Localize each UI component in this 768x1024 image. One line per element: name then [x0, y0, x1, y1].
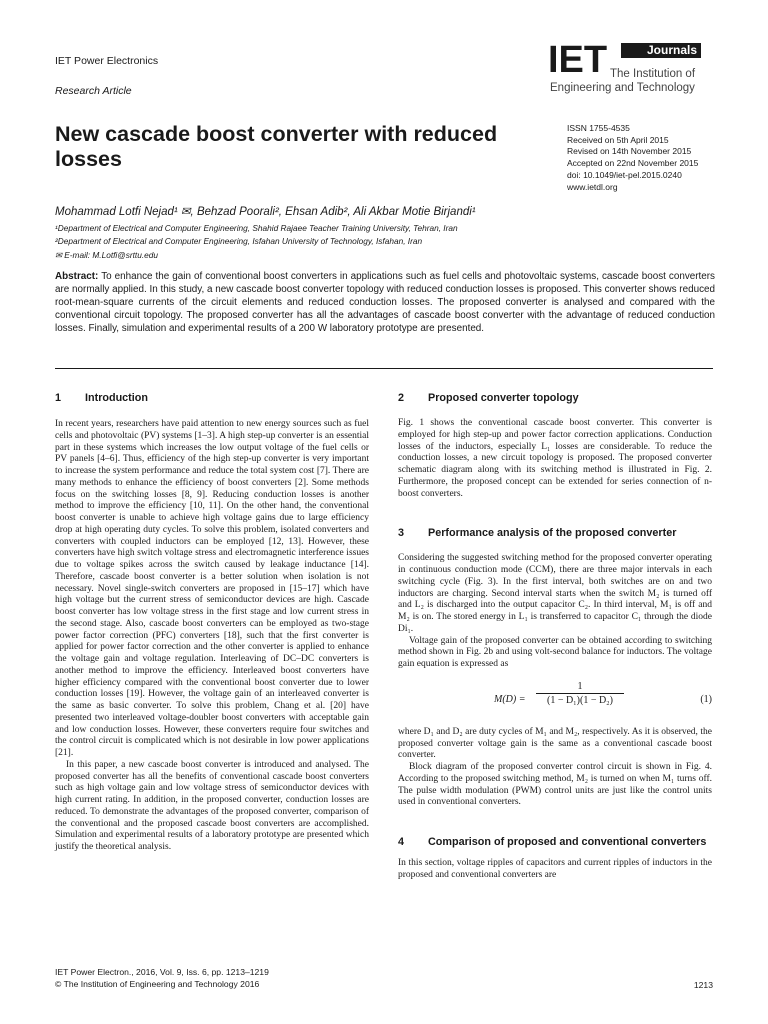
article-type: Research Article: [55, 85, 132, 97]
equation-denominator: (1 − D₁)(1 − D₂): [546, 694, 613, 706]
logo-institution-line1: The Institution of: [610, 68, 696, 80]
section-1-heading: [55, 392, 369, 405]
paper-title: New cascade boost converter with reduced losses: [55, 122, 498, 171]
accepted-date: Accepted on 22nd November 2015: [567, 158, 699, 169]
iet-logo: [548, 40, 718, 98]
article-meta: [567, 123, 698, 193]
abstract: [55, 271, 715, 336]
equation-lhs: M(D) =: [494, 693, 526, 705]
right-column: [398, 392, 712, 882]
paragraph: In this section, voltage ripples of capacitors and current ripples of inductors in the proposed and conventional converters are: [398, 858, 712, 880]
issn: ISSN 1755-4535: [567, 123, 630, 133]
paragraph: Considering the suggested switching method for the proposed converter operating in continuous conduction mode (CCM), there are three major intervals in each switching cycle (Fig. 3). In the first interval, both switches are on and two inductors are charging. Second interval starts when the switch M₂ is turned off and L₂ is discharged into the output capacitor C₂. In third interval, M₁ is off and M₂ is on. The stored energy in L₁ is transferred to capacitor C₁ through the diode Di₁.: [398, 553, 712, 634]
affiliation-1: ¹Department of Electrical and Computer Engineering, Shahid Rajaee Teacher Training University, Tehran, Iran: [55, 223, 458, 233]
paragraph: Block diagram of the proposed converter control circuit is shown in Fig. 4. According to the proposed switching method, M₂ is turned on when M₁ turns off. The pulse width modulation (PWM) control units are just like the control units used in conventional converters.: [398, 762, 712, 808]
left-column: [55, 392, 369, 854]
authors: Mohammad Lotfi Nejad¹ ✉, Behzad Poorali², Ehsan Adib², Ali Akbar Motie Birjandi¹: [55, 206, 476, 218]
section-number: 4: [398, 836, 405, 848]
affiliation-2: ²Department of Electrical and Computer Engineering, Isfahan University of Technology, Isfahan, Iran: [55, 236, 423, 246]
logo-institution-line2: Engineering and Technology: [550, 82, 695, 94]
section-title: Comparison of proposed and conventional converters: [428, 836, 707, 848]
paragraph: In recent years, researchers have paid attention to new energy sources such as fuel cells and photovoltaic (PV) systems [1–3]. A high step-up converter is an essential part in these systems which increases the low output voltage of the fuel cells or PV panels [4–6]. Thus, efficiency of the high step-up converter is very important to increase the system performance and reduce the total system cost [7]. There are many methods to enhance the efficiency of boost converters [2]. Some methods focus on the switching losses [8, 9]. Reducing conduction losses is another method to improve the efficiency [10, 11]. On the other hand, the conventional boost converter is unable to achieve high voltage gains due to large efficiency drop at high operating duty cycles. To solve this problem, isolated converters and converters with coupled inductors can be employed [12, 13]. However, these converters have high switch voltage stress and electromagnetic interference issues due to voltage spikes across the switch caused by leakage inductance [14]. Therefore, cascade boost converter is a better solution when isolation is not necessary. Novel single-switch converters are proposed in [15–17] which have high voltage but the current stress of semiconductor devices are high. Cascade boost converter has low voltage stress in the first stage and low current stress in the second stage. Also, cascade boost converters can be employed as two-stage power factor correction (PFC) converters [18], such that the first converter is applied for power factor correction and the other converter is applied to enhance the voltage gain and voltage regulation. Interleaving of DC–DC converters is another method to improve the efficiency. Interleaved boost converters have higher efficiency compared with the conventional boost converter due to lower conduction losses [19]. However, the voltage gain of an interleaved converter is the same as basic converter. To solve this problem, Chang et al. [20] have presented two interleaved voltage-doubler boost converters with acceptable gain and low conduction losses. However, these converters require four switches and the control circuit is complicated which is not desirable in low power applications [21].: [55, 419, 369, 758]
equation-fraction: [536, 681, 624, 706]
iet-logo-letters: IET: [548, 43, 608, 73]
abstract-text: To enhance the gain of conventional boost converters in applications such as fuel cells and photovoltaic systems, cascade boost converters are normally applied. In this study, a new cascade boost converter topology with reduced conduction losses is proposed. This converter shows reduced root-mean-square currents of the circuit elements and reduced conduction losses. The proposed converter is analysed and compared with the conventional circuit topology. The proposed converter has all the advantages of cascade boost converter with the advantage of reduced conduction losses. Finally, simulation and experimental results of a 200 W laboratory prototype are presented.: [55, 271, 715, 334]
section-title: Introduction: [85, 392, 148, 404]
section-2-heading: [398, 392, 712, 405]
iet-logo-icon: [548, 43, 618, 73]
received-date: Received on 5th April 2015: [567, 134, 669, 145]
footer-citation: IET Power Electron., 2016, Vol. 9, Iss. 6, pp. 1213–1219: [55, 967, 269, 977]
logo-journals-label: Journals: [621, 43, 701, 58]
section-3-heading: [398, 527, 712, 540]
paragraph: where D₁ and D₂ are duty cycles of M₁ and M₂, respectively. As it is observed, the proposed converter voltage gain is the same as a conventional cascade boost converter.: [398, 726, 712, 761]
author-email[interactable]: ✉ E-mail: M.Lotfi@srttu.edu: [55, 250, 158, 260]
footer: [55, 966, 269, 990]
paragraph: In this paper, a new cascade boost converter is introduced and analysed. The proposed converter has all the benefits of conventional cascade boost converters such as high voltage gain and low voltage stress of semiconductor devices with high current rating. In addition, in the proposed converter, conduction losses are reduced. To demonstrate the advantages of the proposed converter, comparison of the conventional and the proposed cascade boost converters are accomplished. Simulation and experimental results of a laboratory prototype are presented which justify the theoretical analysis.: [55, 759, 369, 852]
page-number: 1213: [693, 980, 713, 990]
doi[interactable]: doi: 10.1049/iet-pel.2015.0240: [567, 169, 682, 180]
equation-numerator: 1: [536, 681, 624, 694]
section-number: 3: [398, 527, 405, 540]
equation-1: [398, 681, 712, 719]
section-number: 1: [55, 392, 62, 404]
abstract-label: Abstract:: [55, 271, 99, 282]
section-title: Performance analysis of the proposed converter: [428, 527, 677, 540]
journal-name: IET Power Electronics: [55, 55, 159, 67]
section-number: 2: [398, 392, 405, 404]
section-title: Proposed converter topology: [428, 392, 579, 404]
footer-copyright: © The Institution of Engineering and Technology 2016: [55, 979, 260, 989]
equation-number: (1): [700, 693, 712, 705]
paragraph: Fig. 1 shows the conventional cascade boost converter. This converter is employed for high step-up and power factor correction applications. Conduction losses of the inductors, especially L₁ losses are considerable. To reduce the conduction losses, a new circuit topology is proposed. The proposed converter schematic diagram along with its switching method is illustrated in Fig. 2. Furthermore, the proposed concept can be extended for series connection of n-boost converters.: [398, 418, 712, 499]
revised-date: Revised on 14th November 2015: [567, 146, 692, 157]
section-4-heading: [398, 836, 712, 849]
paragraph: Voltage gain of the proposed converter can be obtained according to switching method shown in Fig. 2b and using volt-second balance for inductors. The voltage gain equation is expressed as: [398, 635, 712, 669]
journal-url[interactable]: www.ietdl.org: [567, 181, 618, 192]
header-divider: [55, 368, 713, 369]
